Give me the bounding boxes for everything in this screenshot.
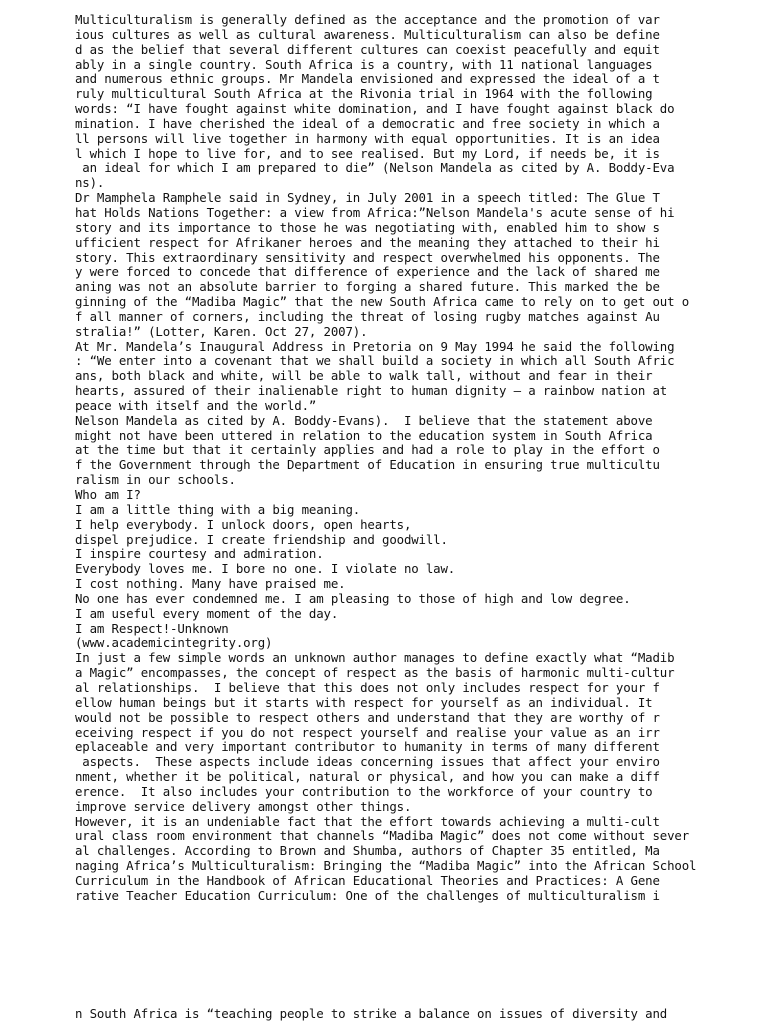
text-line: story and its importance to those he was negotiating with, enabled him to show s <box>75 219 660 235</box>
text-line: I cost nothing. Many have praised me. <box>75 576 346 592</box>
text-line: words: “I have fought against white domination, and I have fought against black do <box>75 101 675 117</box>
text-line: ruly multicultural South Africa at the Rivonia trial in 1964 with the following <box>75 86 653 102</box>
document-body <box>75 13 765 904</box>
text-line: eceiving respect if you do not respect yourself and realise your value as an irr <box>75 724 660 740</box>
text-line: ious cultures as well as cultural awareness. Multiculturalism can also be define <box>75 26 660 42</box>
text-line: Nelson Mandela as cited by A. Boddy-Evans). I believe that the statement above <box>75 412 653 428</box>
text-line: at the time but that it certainly applies and had a role to play in the effort o <box>75 442 660 458</box>
text-line: dispel prejudice. I create friendship and goodwill. <box>75 531 448 547</box>
text-line: ably in a single country. South Africa is a country, with 11 national languages <box>75 56 653 72</box>
text-line: I inspire courtesy and admiration. <box>75 546 324 562</box>
text-line: ural class room environment that channels “Madiba Magic” does not come without sever <box>75 828 690 844</box>
text-line: ralism in our schools. <box>75 472 236 488</box>
text-line: would not be possible to respect others and understand that they are worthy of r <box>75 709 660 725</box>
text-line: hat Holds Nations Together: a view from Africa:”Nelson Mandela's acute sense of hi <box>75 204 675 220</box>
text-line: l which I hope to live for, and to see realised. But my Lord, if needs be, it is <box>75 145 660 161</box>
text-line: Dr Mamphela Ramphele said in Sydney, in July 2001 in a speech titled: The Glue T <box>75 190 660 206</box>
text-line: However, it is an undeniable fact that the effort towards achieving a multi-cult <box>75 813 660 829</box>
text-line: ll persons will live together in harmony with equal opportunities. It is an idea <box>75 130 660 146</box>
text-line: an ideal for which I am prepared to die” (Nelson Mandela as cited by A. Boddy-Eva <box>75 160 675 176</box>
text-line: (www.academicintegrity.org) <box>75 635 273 651</box>
text-line: mination. I have cherished the ideal of a democratic and free society in which a <box>75 115 660 131</box>
text-line: Everybody loves me. I bore no one. I violate no law. <box>75 561 456 577</box>
text-line: : “We enter into a covenant that we shall build a society in which all South Afric <box>75 353 675 369</box>
text-line: eplaceable and very important contributor to humanity in terms of many different <box>75 739 660 755</box>
text-line: naging Africa’s Multiculturalism: Bringing the “Madiba Magic” into the African School <box>75 858 697 874</box>
text-line: d as the belief that several different cultures can coexist peacefully and equit <box>75 41 660 57</box>
text-line: erence. It also includes your contribution to the workforce of your country to <box>75 783 653 799</box>
text-line: I am Respect!-Unknown <box>75 620 229 636</box>
text-line: ellow human beings but it starts with respect for yourself as an individual. It <box>75 694 653 710</box>
text-line: I am useful every moment of the day. <box>75 605 339 621</box>
text-line: peace with itself and the world.” <box>75 397 317 413</box>
text-line: ans, both black and white, will be able to walk tall, without and fear in their <box>75 368 653 384</box>
text-line: rative Teacher Education Curriculum: One of the challenges of multiculturalism i <box>75 887 660 903</box>
text-line: ufficient respect for Afrikaner heroes and the meaning they attached to their hi <box>75 234 660 250</box>
text-line: al relationships. I believe that this does not only includes respect for your f <box>75 679 660 695</box>
text-line: ginning of the “Madiba Magic” that the new South Africa came to rely on to get out o <box>75 294 690 310</box>
text-line: f all manner of corners, including the threat of losing rugby matches against Au <box>75 308 660 324</box>
text-line: aspects. These aspects include ideas concerning issues that affect your enviro <box>75 754 660 770</box>
text-line: improve service delivery amongst other things. <box>75 798 412 814</box>
text-line: story. This extraordinary sensitivity and respect overwhelmed his opponents. The <box>75 249 660 265</box>
text-line: I help everybody. I unlock doors, open hearts, <box>75 516 412 532</box>
text-line: stralia!” (Lotter, Karen. Oct 27, 2007). <box>75 323 368 339</box>
text-line: Multiculturalism is generally defined as the acceptance and the promotion of var <box>75 12 660 27</box>
text-line: might not have been uttered in relation to the education system in South Africa <box>75 427 653 443</box>
text-line: At Mr. Mandela’s Inaugural Address in Pretoria on 9 May 1994 he said the following <box>75 338 675 354</box>
text-line: a Magic” encompasses, the concept of respect as the basis of harmonic multi-cultur <box>75 665 675 681</box>
text-line: hearts, assured of their inalienable right to human dignity – a rainbow nation at <box>75 383 668 399</box>
text-line: I am a little thing with a big meaning. <box>75 501 361 517</box>
text-line: nment, whether it be political, natural or physical, and how you can make a diff <box>75 769 660 785</box>
text-line: In just a few simple words an unknown author manages to define exactly what “Madib <box>75 650 675 666</box>
continuation-line: n South Africa is “teaching people to strike a balance on issues of diversity and <box>75 1006 668 1021</box>
text-line: and numerous ethnic groups. Mr Mandela envisioned and expressed the ideal of a t <box>75 71 660 87</box>
text-line: Who am I? <box>75 487 141 502</box>
text-line: Curriculum in the Handbook of African Educational Theories and Practices: A Gene <box>75 872 660 888</box>
text-line: ns). <box>75 175 105 191</box>
text-line: aning was not an absolute barrier to forging a shared future. This marked the be <box>75 279 660 295</box>
text-line: No one has ever condemned me. I am pleasing to those of high and low degree. <box>75 590 631 606</box>
text-line: f the Government through the Department of Education in ensuring true multicultu <box>75 457 660 473</box>
text-line: y were forced to concede that difference of experience and the lack of shared me <box>75 264 660 280</box>
text-line: al challenges. According to Brown and Shumba, authors of Chapter 35 entitled, Ma <box>75 843 660 859</box>
